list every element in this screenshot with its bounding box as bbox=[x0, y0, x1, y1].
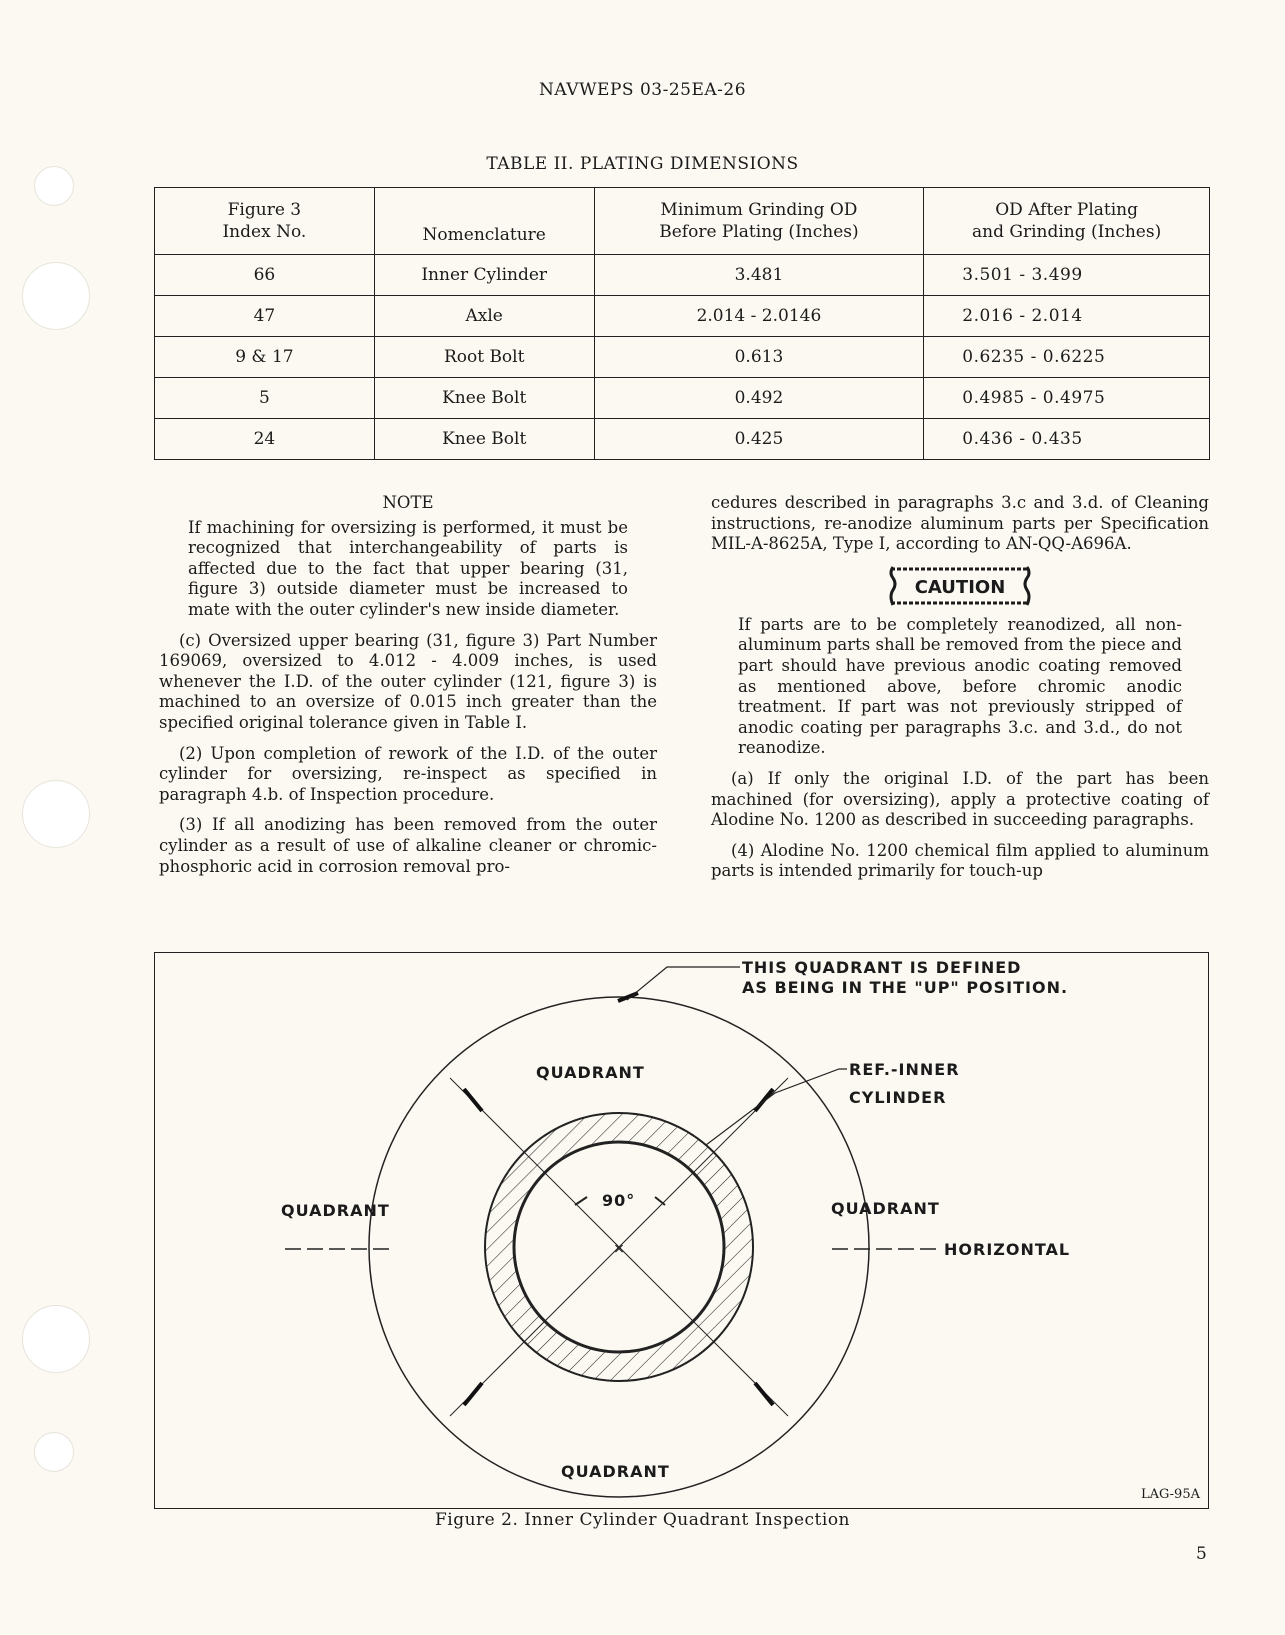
cell-index: 66 bbox=[155, 255, 375, 296]
quadrant-diagram bbox=[155, 953, 1208, 1508]
binder-hole bbox=[22, 262, 90, 330]
table-header-row bbox=[155, 188, 1210, 255]
cell-nomenclature: Knee Bolt bbox=[374, 378, 594, 419]
cell-index: 9 & 17 bbox=[155, 337, 375, 378]
angle-arrow-right bbox=[655, 1197, 665, 1205]
callout-line-1: THIS QUADRANT IS DEFINED bbox=[742, 958, 1022, 977]
arrow-mark bbox=[755, 1089, 773, 1111]
caution-frame bbox=[887, 565, 1033, 607]
arrow-mark bbox=[755, 1383, 773, 1405]
cell-min-od: 0.425 bbox=[594, 419, 924, 460]
table-row bbox=[155, 296, 1210, 337]
note-heading: NOTE bbox=[382, 493, 434, 512]
paragraph-c: (c) Oversized upper bearing (31, figure 3) Part Number 169069, oversized to 4.012 - 4.009 inches, is used whenever the I.D. of the outer cylinder (121, figure 3) is machined to an oversize of 0.015 inch greater than the specified original tolerance given in Table I. bbox=[159, 630, 657, 732]
quadrant-label-bottom: QUADRANT bbox=[561, 1462, 670, 1481]
center-mark: × bbox=[613, 1241, 625, 1257]
left-text-column bbox=[159, 493, 657, 887]
cell-od-after: 2.016 - 2.014 bbox=[924, 296, 1210, 337]
table-row bbox=[155, 378, 1210, 419]
cell-nomenclature: Inner Cylinder bbox=[374, 255, 594, 296]
header-od-after: OD After Plating and Grinding (Inches) bbox=[924, 188, 1210, 255]
paragraph-3: (3) If all anodizing has been removed from the outer cylinder as a result of use of alkaline cleaner or chromic-phosphoric acid in corrosion removal pro- bbox=[159, 815, 657, 876]
table-row bbox=[155, 419, 1210, 460]
quadrant-label-top: QUADRANT bbox=[536, 1063, 645, 1082]
cell-od-after: 3.501 - 3.499 bbox=[924, 255, 1210, 296]
arrow-mark bbox=[464, 1089, 482, 1111]
cell-min-od: 3.481 bbox=[594, 255, 924, 296]
header-index: Figure 3 Index No. bbox=[155, 188, 375, 255]
table-title: TABLE II. PLATING DIMENSIONS bbox=[486, 154, 799, 174]
cell-nomenclature: Knee Bolt bbox=[374, 419, 594, 460]
caution-text: If parts are to be completely reanodized, all non-aluminum parts shall be removed from the piece and part should have previous anodic coating removed as mentioned above, before chromic anodic treatment. If part was not previously stripped of anodic coating per paragraphs 3.c. and 3.d., do not reanodize. bbox=[738, 614, 1182, 758]
cell-min-od: 0.613 bbox=[594, 337, 924, 378]
paragraph-2: (2) Upon completion of rework of the I.D. of the outer cylinder for oversizing, re-inspect as specified in paragraph 4.b. of Inspection procedure. bbox=[159, 743, 657, 804]
cell-od-after: 0.4985 - 0.4975 bbox=[924, 378, 1210, 419]
horizontal-label: HORIZONTAL bbox=[944, 1240, 1071, 1259]
caution-label: CAUTION bbox=[914, 576, 1006, 598]
paragraph-3-continued: cedures described in paragraphs 3.c and 3.d. of Cleaning instructions, re-anodize aluminum parts per Specification MIL-A-8625A, Type I, according to AN-QQ-A696A. bbox=[711, 493, 1209, 554]
angle-label: 90° bbox=[602, 1191, 636, 1210]
arrow-mark bbox=[464, 1383, 482, 1405]
table-row bbox=[155, 255, 1210, 296]
document-number: NAVWEPS 03-25EA-26 bbox=[538, 80, 747, 100]
right-text-column bbox=[711, 493, 1209, 892]
cell-index: 5 bbox=[155, 378, 375, 419]
binder-hole bbox=[22, 780, 90, 848]
cell-nomenclature: Root Bolt bbox=[374, 337, 594, 378]
figure-code: LAG-95A bbox=[1141, 1487, 1200, 1502]
ref-label-line-2: CYLINDER bbox=[849, 1088, 947, 1107]
cell-min-od: 2.014 - 2.0146 bbox=[594, 296, 924, 337]
table-row bbox=[155, 337, 1210, 378]
header-nomenclature: Nomenclature bbox=[374, 188, 594, 255]
cell-od-after: 0.6235 - 0.6225 bbox=[924, 337, 1210, 378]
page-number: 5 bbox=[1196, 1544, 1207, 1564]
paragraph-a: (a) If only the original I.D. of the part has been machined (for oversizing), apply a protective coating of Alodine No. 1200 as described in succeeding paragraphs. bbox=[711, 768, 1209, 830]
quadrant-label-right: QUADRANT bbox=[831, 1199, 940, 1218]
cell-index: 24 bbox=[155, 419, 375, 460]
cell-index: 47 bbox=[155, 296, 375, 337]
binder-hole bbox=[22, 1305, 90, 1373]
plating-dimensions-table bbox=[154, 187, 1210, 460]
paragraph-4: (4) Alodine No. 1200 chemical film applied to aluminum parts is intended primarily for touch-up bbox=[711, 840, 1209, 881]
callout-leader bbox=[627, 967, 740, 1000]
binder-hole bbox=[34, 1432, 74, 1472]
figure-2-box bbox=[154, 952, 1209, 1509]
cell-od-after: 0.436 - 0.435 bbox=[924, 419, 1210, 460]
ref-label-line-1: REF.-INNER bbox=[849, 1060, 960, 1079]
callout-line-2: AS BEING IN THE "UP" POSITION. bbox=[742, 978, 1069, 997]
caution-banner bbox=[711, 565, 1209, 607]
angle-arrow-left bbox=[575, 1197, 587, 1205]
quadrant-label-left: QUADRANT bbox=[281, 1201, 390, 1220]
cell-min-od: 0.492 bbox=[594, 378, 924, 419]
cell-nomenclature: Axle bbox=[374, 296, 594, 337]
note-text: If machining for oversizing is performed, it must be recognized that interchangeability of parts is affected due to the fact that upper bearing (31, figure 3) outside diameter must be increased to mate with the outer cylinder's new inside diameter. bbox=[188, 517, 628, 619]
figure-caption: Figure 2. Inner Cylinder Quadrant Inspection bbox=[434, 1510, 851, 1530]
header-min-od: Minimum Grinding OD Before Plating (Inches) bbox=[594, 188, 924, 255]
